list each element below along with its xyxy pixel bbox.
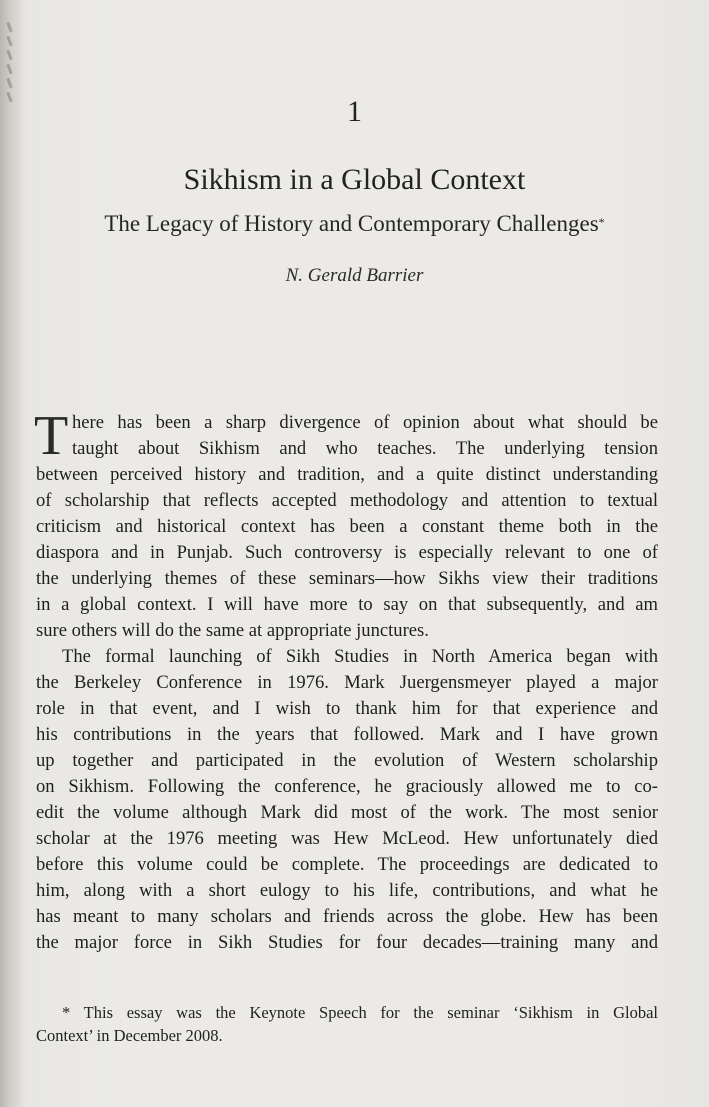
text-line: in a global context. I will have more to say on that subsequently, and am: [36, 594, 658, 615]
chapter-subtitle-text: The Legacy of History and Contemporary Challenges: [104, 211, 599, 236]
footnote: [36, 1001, 658, 1047]
paragraph-1: [34, 405, 658, 644]
footnote-line: Context’ in December 2008.: [36, 1026, 223, 1045]
text-line: before this volume could be complete. The proceedings are dedicated to: [36, 854, 658, 875]
text-line: on Sikhism. Following the conference, he graciously allowed me to co-: [36, 776, 658, 797]
text-line: the major force in Sikh Studies for four decades—training many and: [36, 932, 658, 953]
body-text: [34, 405, 658, 956]
text-line: up together and participated in the evolution of Western scholarship: [36, 750, 658, 771]
text-line: diaspora and in Punjab. Such controversy is especially relevant to one of: [36, 542, 658, 563]
chapter-subtitle: [0, 208, 709, 240]
text-line: his contributions in the years that followed. Mark and I have grown: [36, 724, 658, 745]
text-line: role in that event, and I wish to thank him for that experience and: [36, 698, 658, 719]
text-line: sure others will do the same at appropriate junctures.: [36, 620, 429, 641]
paragraph-2: [36, 644, 658, 956]
footnote-marker: *: [598, 215, 605, 229]
footnote-line: * This essay was the Keynote Speech for the seminar ‘Sikhism in Global: [62, 1003, 658, 1022]
text-line: the Berkeley Conference in 1976. Mark Juergensmeyer played a major: [36, 672, 658, 693]
drop-cap: T: [34, 405, 69, 467]
text-line: of scholarship that reflects accepted methodology and attention to textual: [36, 490, 658, 511]
text-line: edit the volume although Mark did most of the work. The most senior: [36, 802, 658, 823]
text-line: taught about Sikhism and who teaches. The underlying tension: [72, 438, 658, 459]
text-line: criticism and historical context has been a constant theme both in the: [36, 516, 658, 537]
text-line: scholar at the 1976 meeting was Hew McLeod. Hew unfortunately died: [36, 828, 658, 849]
text-line: here has been a sharp divergence of opinion about what should be: [72, 412, 658, 433]
text-line: The formal launching of Sikh Studies in North America began with: [62, 646, 658, 667]
text-line: him, along with a short eulogy to his life, contributions, and what he: [36, 880, 658, 901]
text-line: between perceived history and tradition, and a quite distinct understanding: [36, 464, 658, 485]
author-name: N. Gerald Barrier: [285, 265, 424, 286]
text-line: has meant to many scholars and friends across the globe. Hew has been: [36, 906, 658, 927]
text-line: the underlying themes of these seminars—how Sikhs view their traditions: [36, 568, 658, 589]
chapter-title: Sikhism in a Global Context: [183, 163, 526, 196]
chapter-number: 1: [347, 95, 362, 128]
